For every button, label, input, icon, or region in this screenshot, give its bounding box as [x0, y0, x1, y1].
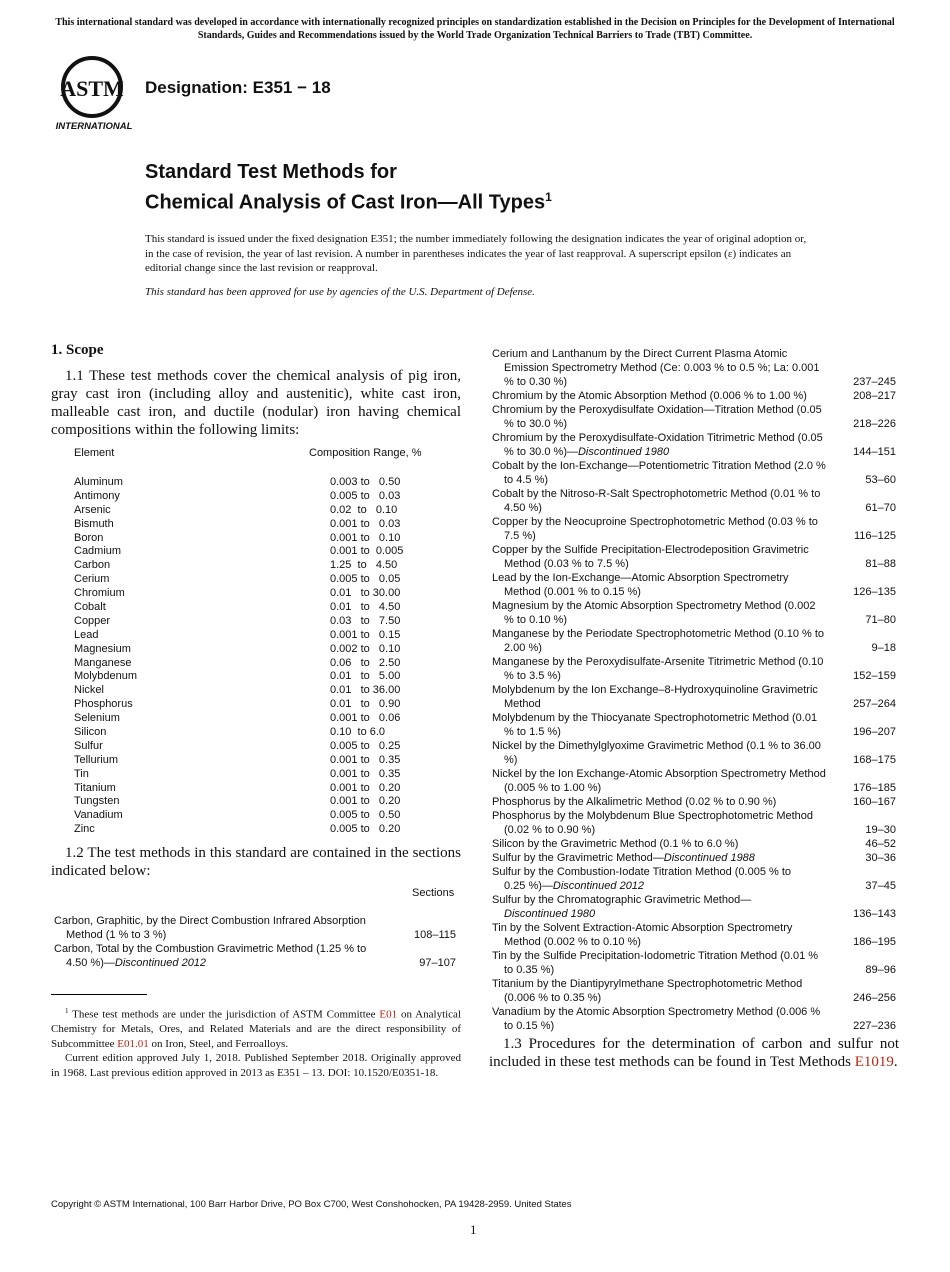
method-title-cont: (0.02 % to 0.90 %)	[504, 824, 596, 836]
method-title-cont: 4.50 %)	[504, 502, 542, 514]
method-row	[492, 571, 896, 599]
method-row	[492, 767, 896, 795]
limits-element: Sulfur	[74, 739, 103, 752]
method-row	[492, 977, 896, 1005]
limits-row	[74, 726, 434, 740]
method-sections: 257–264	[853, 698, 896, 710]
method-sections: 19–30	[865, 824, 896, 836]
limits-element: Silicon	[74, 726, 107, 739]
method-title: Manganese by the Periodate Spectrophotometric Method (0.10 % to	[492, 628, 825, 640]
sections-header: Sections	[412, 887, 455, 899]
method-sections: 176–185	[853, 782, 896, 794]
method-title-cont: to 0.35 %)	[504, 964, 555, 976]
method-sections: 160–167	[853, 796, 896, 808]
limits-range: 0.005 to 0.50	[330, 809, 401, 822]
limits-element: Tin	[74, 767, 89, 780]
method-title: Tin by the Solvent Extraction-Atomic Absorption Spectrometry	[492, 922, 793, 934]
method-title: Molybdenum by the Ion Exchange–8-Hydroxyquinoline Gravimetric	[492, 684, 818, 696]
limits-range: 0.005 to 0.05	[330, 573, 401, 586]
method-row	[492, 851, 896, 865]
limits-range: 0.001 to 0.15	[330, 628, 401, 641]
method-sections: 46–52	[865, 838, 896, 850]
method-title: Chromium by the Peroxydisulfate Oxidation—Titration Method (0.05	[492, 404, 822, 416]
limits-element: Molybdenum	[74, 670, 137, 683]
method-title-cont: Method (0.001 % to 0.15 %)	[504, 586, 641, 598]
method-title-cont: % to 30.0 %)—	[504, 446, 578, 458]
method-sections: 37–45	[865, 880, 896, 892]
limits-row	[74, 587, 434, 601]
preamble: This standard is issued under the fixed designation E351; the number immediately following the designation indicates the year of original adoption or, in the case of revision, the year of last revision. A number in parentheses indicates the year of last reapproval. A superscript epsilon (ε) indicates an editorial change since the last revision or reapproval.	[145, 233, 807, 275]
limits-row	[74, 504, 434, 518]
limits-element: Tellurium	[74, 753, 119, 766]
method-sections: 30–36	[865, 852, 896, 864]
method-title-cont: to 4.5 %)	[504, 474, 549, 486]
discontinued-note: Discontinued 1980	[504, 908, 596, 920]
method-title-cont: % to 30.0 %)	[504, 418, 567, 430]
limits-range: 1.25 to 4.50	[330, 559, 398, 572]
method-title: Phosphorus by the Alkalimetric Method (0.02 % to 0.90 %)	[492, 796, 777, 808]
method-title-cont: Method	[504, 698, 541, 710]
limits-row	[74, 782, 434, 796]
discontinued-note: Discontinued 2012	[552, 880, 645, 892]
method-row	[492, 949, 896, 977]
method-title-cont: 0.25 %)—	[504, 880, 553, 892]
limits-range: 0.003 to 0.50	[330, 476, 401, 488]
limits-row	[74, 809, 434, 823]
method-row	[492, 893, 896, 921]
method-sections: 168–175	[853, 754, 896, 766]
limits-row	[74, 657, 434, 671]
method-title-cont: 7.5 %)	[504, 530, 536, 542]
limits-row	[74, 629, 434, 643]
page-number: 1	[470, 1222, 477, 1237]
method-title-cont: % to 0.10 %)	[504, 614, 567, 626]
method-title: Nickel by the Dimethylglyoxime Gravimetric Method (0.1 % to 36.00	[492, 740, 821, 752]
method-title: Cobalt by the Nitroso-R-Salt Spectrophotometric Method (0.01 % to	[492, 488, 821, 500]
limits-row	[74, 684, 434, 698]
method-sections: 9–18	[871, 642, 896, 654]
method-sections: 53–60	[865, 474, 896, 486]
paragraph-1-2: 1.2 The test methods in this standard are contained in the sections indicated below:	[51, 845, 461, 879]
method-row	[492, 599, 896, 627]
header-notice: This international standard was developed in accordance with internationally recognized principles on standardization established in the Decision on Principles for the Development of International Standards, Guides and Recommendations issued by the World Trade Organization Technical Barriers to Trade (TBT) Committee.	[55, 17, 895, 41]
method-title: Vanadium by the Atomic Absorption Spectrometry Method (0.006 %	[492, 1006, 821, 1018]
copyright: Copyright © ASTM International, 100 Barr Harbor Drive, PO Box C700, West Conshohocken, PA 19428-2959. United States	[51, 1199, 572, 1210]
paragraph-1-1: 1.1 These test methods cover the chemical analysis of pig iron, gray cast iron (including alloy and austenitic), white cast iron, malleable cast iron, and ductile (nodular) iron having chemical compositions within the following limits:	[51, 368, 461, 438]
method-title: Cerium and Lanthanum by the Direct Current Plasma Atomic	[492, 348, 788, 360]
method-title-cont: to 0.15 %)	[504, 1020, 555, 1032]
limits-row	[74, 643, 434, 657]
limits-element: Chromium	[74, 587, 125, 600]
limits-row	[74, 754, 434, 768]
method-sections: 196–207	[853, 726, 896, 738]
method-sections: 97–107	[419, 957, 456, 969]
footnote-rule	[51, 994, 147, 995]
method-row	[492, 655, 896, 683]
method-title: Lead by the Ion-Exchange—Atomic Absorption Spectrometry	[492, 572, 789, 584]
title-line-1: Standard Test Methods for	[145, 161, 397, 183]
limits-element: Copper	[74, 614, 111, 627]
method-title-cont: Method (0.002 % to 0.10 %)	[504, 936, 641, 948]
limits-range: 0.01 to 36.00	[330, 684, 401, 697]
method-row	[492, 711, 896, 739]
limits-range: 0.01 to 30.00	[330, 587, 401, 600]
method-title-cont: %)	[504, 754, 518, 766]
method-row	[492, 739, 896, 767]
limits-element: Cadmium	[74, 545, 122, 558]
discontinued-note: Discontinued 1980	[577, 446, 670, 458]
method-sections: 71–80	[865, 614, 896, 626]
limits-row	[74, 823, 434, 837]
limits-range: 0.001 to 0.20	[330, 795, 401, 808]
limits-row	[74, 573, 434, 587]
limits-row	[74, 795, 434, 809]
limits-range: 0.005 to 0.03	[330, 489, 401, 502]
footnote-edition: Current edition approved July 1, 2018. Published September 2018. Originally approved in 1968. Last previous edition approved in 2013 as E351 – 13. DOI: 10.1520/E0351-18.	[51, 1052, 461, 1079]
astm-logo-mark	[60, 76, 124, 101]
limits-row	[74, 740, 434, 754]
method-sections: 61–70	[865, 502, 896, 514]
limits-element: Aluminum	[74, 476, 123, 488]
limits-element: Manganese	[74, 656, 132, 669]
method-title: Carbon, Total by the Combustion Gravimetric Method (1.25 % to	[54, 943, 367, 955]
title-footnote-ref: 1	[545, 190, 552, 204]
method-sections: 152–159	[853, 670, 896, 682]
method-sections: 89–96	[865, 964, 896, 976]
limits-range: 0.002 to 0.10	[330, 642, 401, 655]
method-title: Nickel by the Ion Exchange-Atomic Absorption Spectrometry Method	[492, 768, 826, 780]
left-methods-list	[54, 914, 456, 970]
method-sections: 144–151	[853, 446, 896, 458]
discontinued-note: Discontinued 2012	[114, 957, 207, 969]
limits-range: 0.001 to 0.10	[330, 531, 401, 544]
method-title: Magnesium by the Atomic Absorption Spectrometry Method (0.002	[492, 600, 816, 612]
method-sections: 186–195	[853, 936, 896, 948]
method-title-cont: (0.005 % to 1.00 %)	[504, 782, 602, 794]
limits-element: Arsenic	[74, 503, 111, 516]
limits-element: Vanadium	[74, 809, 123, 822]
method-row	[54, 914, 456, 942]
limits-row	[74, 545, 434, 559]
limits-row	[74, 490, 434, 504]
method-sections: 246–256	[853, 992, 896, 1004]
logo-name-text: INTERNATIONAL	[55, 121, 133, 132]
method-row	[54, 942, 456, 970]
designation: Designation: E351 − 18	[145, 78, 331, 97]
limits-range: 0.03 to 7.50	[330, 614, 401, 627]
method-row	[492, 459, 896, 487]
method-title: Carbon, Graphitic, by the Direct Combustion Infrared Absorption	[54, 915, 366, 927]
method-title-cont: % to 1.5 %)	[504, 726, 561, 738]
limits-range: 0.001 to 0.20	[330, 781, 401, 794]
method-row	[492, 683, 896, 711]
method-title: Manganese by the Peroxydisulfate-Arsenite Titrimetric Method (0.10	[492, 656, 824, 668]
title-line-2: Chemical Analysis of Cast Iron—All Types$^1$	[145, 190, 552, 214]
limits-range: 0.01 to 5.00	[330, 670, 401, 683]
limits-element: Tungsten	[74, 795, 120, 808]
limits-header-element: Element	[74, 447, 115, 459]
method-row	[492, 487, 896, 515]
method-row	[492, 515, 896, 543]
discontinued-note: Discontinued 1988	[663, 852, 755, 864]
method-title: Silicon by the Gravimetric Method (0.1 % to 6.0 %)	[492, 838, 739, 850]
limits-row	[74, 476, 434, 490]
method-sections: 237–245	[853, 376, 896, 388]
method-row	[492, 921, 896, 949]
limits-row	[74, 559, 434, 573]
limits-range: 0.001 to 0.03	[330, 517, 401, 530]
limits-range: 0.001 to 0.06	[330, 712, 401, 725]
limits-element: Selenium	[74, 712, 120, 725]
method-row	[492, 837, 896, 851]
method-title: Copper by the Neocuproine Spectrophotometric Method (0.03 % to	[492, 516, 818, 528]
method-sections: 227–236	[853, 1020, 896, 1032]
method-row	[492, 431, 896, 459]
method-sections: 136–143	[853, 908, 896, 920]
footnote	[51, 1004, 461, 1080]
limits-element: Phosphorus	[74, 698, 133, 711]
limits-row	[74, 670, 434, 684]
limits-row	[74, 601, 434, 615]
method-row	[492, 347, 896, 389]
limits-row	[74, 698, 434, 712]
method-title-cont: Emission Spectrometry Method (Ce: 0.003 % to 0.5 %; La: 0.001 % to 0.30 %)	[504, 362, 820, 388]
method-title-cont: Method (0.03 % to 7.5 %)	[504, 558, 629, 570]
limits-range: 0.06 to 2.50	[330, 656, 401, 669]
method-title-cont: % to 3.5 %)	[504, 670, 561, 682]
limits-element: Boron	[74, 531, 104, 544]
limits-range: 0.01 to 0.90	[330, 698, 401, 711]
link-e01-01[interactable]: E01.01	[117, 1037, 149, 1050]
method-sections: 208–217	[853, 390, 896, 402]
limits-element: Antimony	[74, 489, 120, 502]
footnote-1: $^1$ These test methods are under the jurisdiction of ASTM Committee E01 on Analytical Chemistry for Metals, Ores, and Related Materials and are the direct responsibility of Subcommittee E01.01 on Iron, Steel, and Ferroalloys.	[51, 1007, 461, 1050]
limits-element: Titanium	[74, 781, 116, 794]
method-row	[492, 389, 896, 403]
method-row	[492, 865, 896, 893]
method-sections: 108–115	[413, 929, 456, 941]
method-title: Sulfur by the Gravimetric Method—	[492, 852, 664, 864]
method-title: Sulfur by the Combustion-Iodate Titration Method (0.005 % to	[492, 866, 791, 878]
limits-row	[74, 712, 434, 726]
right-methods-list	[492, 347, 896, 1033]
method-sections: 126–135	[853, 586, 896, 598]
limits-row	[74, 518, 434, 532]
limits-range: 0.001 to 0.005	[330, 545, 404, 558]
method-row	[492, 627, 896, 655]
method-title-cont: (0.006 % to 0.35 %)	[504, 992, 602, 1004]
method-title: Molybdenum by the Thiocyanate Spectrophotometric Method (0.01	[492, 712, 818, 724]
method-title: Tin by the Sulfide Precipitation-Iodometric Titration Method (0.01 %	[492, 950, 819, 962]
limits-row	[74, 532, 434, 546]
limits-range: 0.001 to 0.35	[330, 767, 401, 780]
method-title: Chromium by the Peroxydisulfate-Oxidation Titrimetric Method (0.05	[492, 432, 823, 444]
method-title: Copper by the Sulfide Precipitation-Electrodeposition Gravimetric	[492, 544, 809, 556]
limits-range: 0.10 to 6.0	[330, 726, 386, 739]
method-row	[492, 543, 896, 571]
composition-limits-table	[74, 447, 434, 837]
limits-element: Bismuth	[74, 517, 114, 530]
method-row	[492, 795, 896, 809]
link-e1019[interactable]: E1019	[854, 1054, 894, 1070]
limits-element: Magnesium	[74, 642, 131, 655]
limits-header-range: Composition Range, %	[309, 447, 422, 459]
paragraph-1-3: 1.3 Procedures for the determination of carbon and sulfur not included in these test methods can be found in Test Methods E1019.	[489, 1036, 899, 1070]
limits-range: 0.001 to 0.35	[330, 753, 401, 766]
limits-element: Carbon	[74, 559, 111, 572]
document-title	[145, 160, 552, 216]
limits-range: 0.005 to 0.25	[330, 739, 401, 752]
astm-logo	[54, 55, 136, 133]
method-title: Cobalt by the Ion-Exchange—Potentiometric Titration Method (2.0 %	[492, 460, 826, 472]
method-title-cont: 4.50 %)—	[66, 957, 115, 969]
logo-mark-text: ASTM	[60, 76, 124, 101]
limits-range: 0.02 to 0.10	[330, 503, 398, 516]
method-row	[492, 403, 896, 431]
limits-element: Lead	[74, 628, 99, 641]
method-sections: 116–125	[853, 530, 896, 542]
method-sections: 218–226	[853, 418, 896, 430]
method-title: Phosphorus by the Molybdenum Blue Spectrophotometric Method	[492, 810, 814, 822]
method-title: Chromium by the Atomic Absorption Method (0.006 % to 1.00 %)	[492, 390, 807, 402]
method-row	[492, 1005, 896, 1033]
limits-row	[74, 768, 434, 782]
method-title: Sulfur by the Chromatographic Gravimetric Method—	[492, 894, 752, 906]
scope-heading: 1. Scope	[51, 342, 104, 358]
limits-row	[74, 615, 434, 629]
method-sections: 81–88	[865, 558, 896, 570]
method-title: Titanium by the Diantipyrylmethane Spectrophotometric Method	[492, 978, 803, 990]
method-title-cont: Method (1 % to 3 %)	[66, 929, 167, 941]
limits-element: Cerium	[74, 573, 110, 586]
method-title-cont: 2.00 %)	[504, 642, 542, 654]
limits-range: 0.01 to 4.50	[330, 601, 401, 614]
link-e01[interactable]: E01	[379, 1008, 398, 1021]
dod-note: This standard has been approved for use by agencies of the U.S. Department of Defense.	[145, 286, 535, 298]
limits-range: 0.005 to 0.20	[330, 823, 401, 836]
limits-element: Nickel	[74, 684, 104, 697]
limits-element: Cobalt	[74, 601, 106, 614]
limits-element: Zinc	[74, 823, 95, 836]
method-row	[492, 809, 896, 837]
